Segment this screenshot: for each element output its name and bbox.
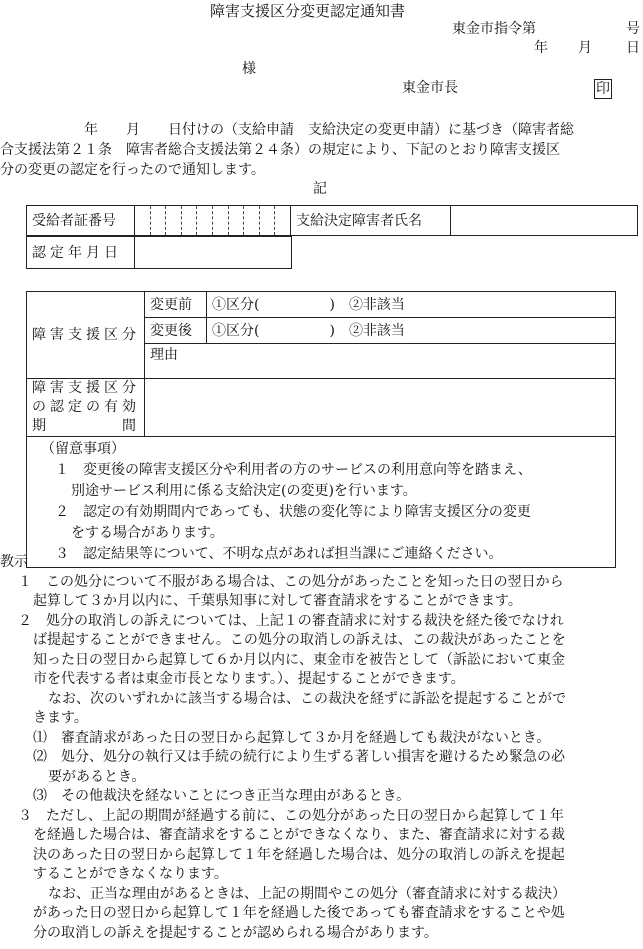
instruction-3: ３ ただし、上記の期間が経過する前に、この処分があった日の翌日から起算して１年 (18, 807, 564, 824)
support-class-label: 障害支援区分 (27, 292, 145, 379)
instruction-3-cont-2: 決のあった日の翌日から起算して１年を経過した場合は、処分の取消しの訴えを提起 (33, 846, 565, 863)
instruction-2-cont-3: 市を代表する者は東金市長となります。）、提起することができます。 (33, 671, 465, 687)
date-day: 日 (626, 40, 640, 56)
cert-number-label: 受給者証番号 (27, 206, 135, 236)
case-1: ⑴ 審査請求があった日の翌日から起算して３か月を経過しても裁決がないとき。 (33, 729, 551, 746)
note-1: １ 変更後の障害支援区分や利用者の方のサービスの利用意向等を踏まえ、 (55, 462, 532, 478)
validity-period-label: 障害支援区分 の認定の有効 期 間 (27, 379, 145, 437)
note-2-cont: をする場合があります。 (71, 525, 224, 541)
instruction-3-note: なお、正当な理由があるときは、上記の期間やこの処分（審査請求に対する裁決） (48, 885, 566, 902)
validity-period-value (145, 379, 616, 437)
intro-line-3: 分の変更の認定を行ったので通知します。 (0, 162, 265, 178)
recipient-name-value (451, 206, 638, 236)
cert-date-value (135, 237, 292, 269)
instructions-section (0, 553, 643, 943)
document-number-prefix: 東金市指令第 (452, 21, 536, 37)
intro-line-1: 年 月 日付けの（支給申請 支給決定の変更申請）に基づき（障害者総 (84, 122, 574, 138)
instruction-2-note: なお、次のいずれかに該当する場合は、この裁決を経ずに訴訟を提起することがで (48, 690, 566, 707)
before-change-label: 変更前 (145, 292, 207, 318)
instruction-3-cont-1: を経過した場合は、審査請求をすることができなくなり、また、審査請求に対する裁 (33, 827, 565, 843)
seal-mark: 印 (596, 81, 610, 97)
instruction-3-note-cont-1: があった日の翌日から起算して１年を経過した後であっても審査請求をすることや処 (33, 905, 565, 921)
intro-line-2: 合支援法第２１条 障害者総合支援法第２４条）の規定により、下記のとおり障害支援区 (0, 142, 560, 158)
ki-marker: 記 (313, 181, 327, 197)
note-2: ２ 認定の有効期間内であっても、状態の変化等により障害支援区分の変更 (55, 504, 531, 520)
after-change-label: 変更後 (145, 318, 207, 344)
issuer-name: 東金市長 (402, 80, 458, 96)
instruction-3-note-cont-2: 分の取消しの訴えを提起することが認められる場合があります。 (33, 924, 438, 941)
instruction-2-cont-2: 知った日の翌日から起算して６か月以内に、東金市を被告として（訴訟において東金 (33, 651, 565, 668)
instruction-1-cont: 起算して３か月以内に、千葉県知事に対して審査請求をすることができます。 (33, 593, 522, 609)
cert-number-boxes (135, 206, 291, 236)
case-3: ⑶ その他裁決を経ないことにつき正当な理由があるとき。 (33, 788, 411, 804)
instruction-3-cont-3: することができなくなります。 (33, 866, 228, 882)
note-1-cont: 別途サービス利用に係る支給決定(の変更)を行います。 (71, 483, 417, 499)
note-3: ３ 認定結果等について、不明な点があれば担当課にご連絡ください。 (55, 546, 503, 562)
instruction-2-note-cont: きます。 (33, 710, 88, 726)
case-2-cont: 要があるとき。 (48, 768, 146, 785)
cert-date-table (26, 236, 292, 269)
case-2: ⑵ 処分、処分の執行又は手続の続行により生ずる著しい損害を避けるため緊急の必 (33, 749, 565, 765)
instructions-heading: 教示 (0, 554, 28, 570)
recipient-name-label: 支給決定障害者氏名 (291, 206, 451, 236)
notes-box (27, 437, 616, 568)
support-class-table (26, 291, 616, 568)
instruction-2-cont-1: ば提起することができません。この処分の取消しの訴えは、この裁決があったことを (33, 632, 566, 648)
date-year: 年 (534, 40, 548, 56)
instruction-2: ２ 処分の取消しの訴えについては、上記１の審査請求に対する裁決を経た後でなけれ (18, 612, 564, 629)
before-change-options: ①区分( ) ②非該当 (207, 292, 616, 318)
document-title: 障害支援区分変更認定通知書 (210, 2, 406, 20)
document-number-suffix: 号 (626, 21, 640, 37)
reason-field: 理由 (145, 344, 616, 379)
recipient-info-table (26, 205, 638, 236)
cert-date-label: 認定年月日 (27, 237, 135, 269)
addressee-suffix: 様 (242, 61, 256, 77)
notes-heading: （留意事項） (41, 441, 125, 457)
instruction-1: １ この処分について不服がある場合は、この処分があったことを知った日の翌日から (18, 573, 564, 590)
after-change-options: ①区分( ) ②非該当 (207, 318, 616, 344)
date-month: 月 (578, 40, 592, 56)
